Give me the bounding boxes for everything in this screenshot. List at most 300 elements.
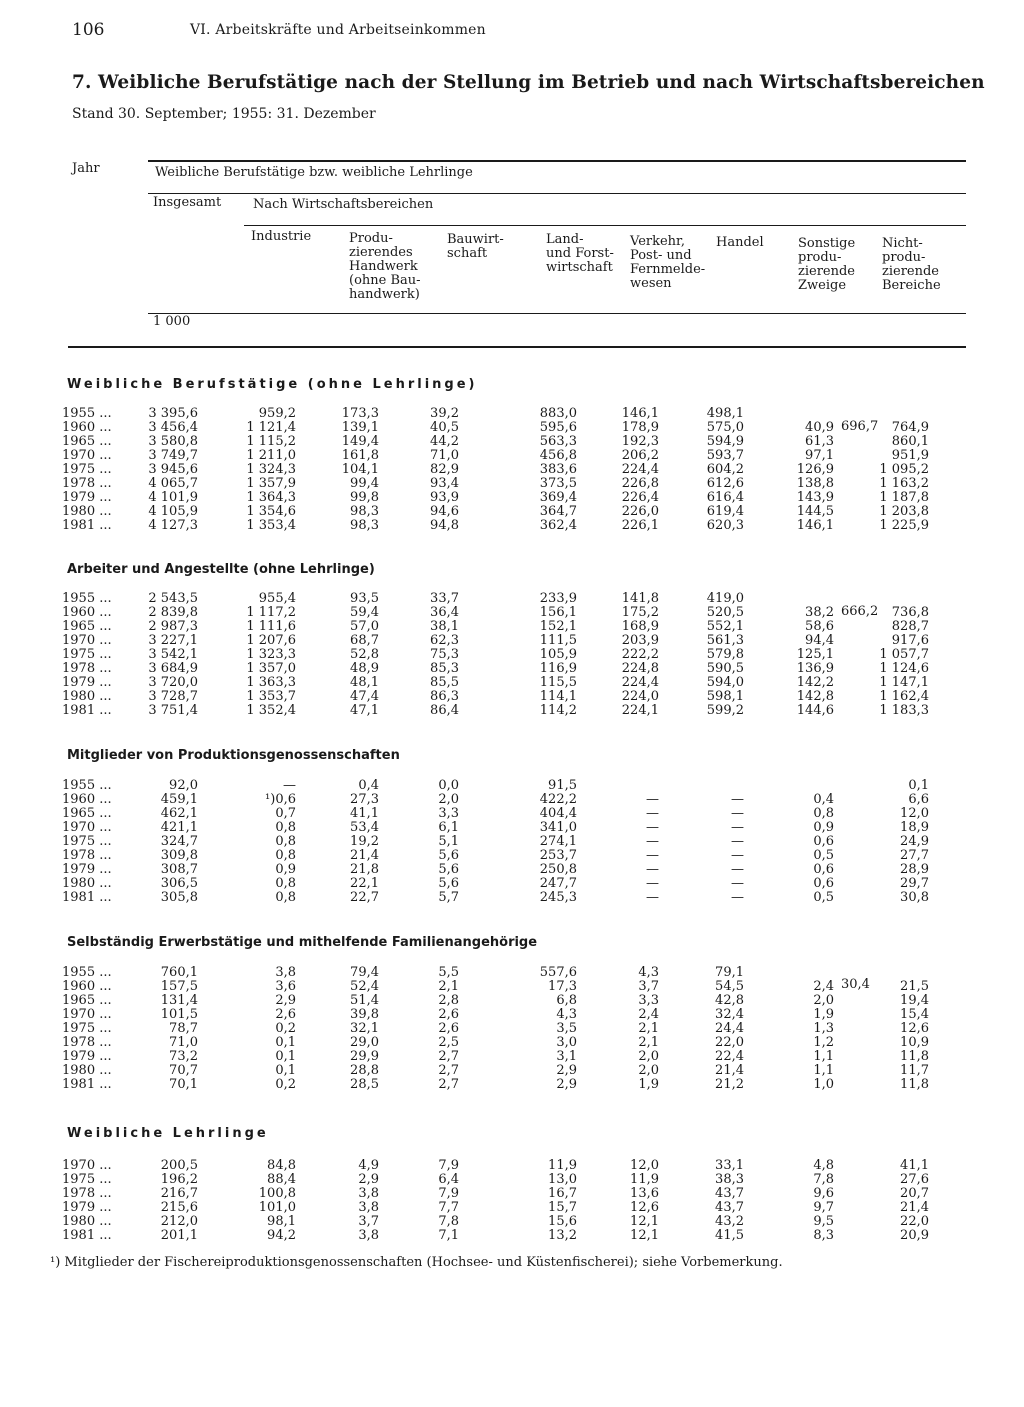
header-rule-4 (148, 313, 966, 314)
table-cell: — (731, 862, 744, 877)
table-cell: 498,1 (706, 406, 744, 421)
table-cell: 0,8 (813, 806, 834, 821)
table-cell: 1 207,6 (246, 633, 296, 648)
table-cell: — (646, 806, 659, 821)
table-cell: 142,2 (796, 675, 834, 690)
table-row (0, 634, 1024, 648)
section-title-weibliche-berufstaetige: Weibliche Berufstätige (ohne Lehrlinge) (67, 377, 478, 392)
row-year: 1981 ... (62, 1077, 112, 1092)
table-cell: 84,8 (267, 1158, 296, 1173)
table-cell: 917,6 (891, 633, 929, 648)
table-cell: 196,2 (160, 1172, 198, 1187)
table-cell: 2,5 (438, 1035, 459, 1050)
table-cell: ¹)0,6 (265, 792, 296, 807)
table-cell: 2,7 (438, 1049, 459, 1064)
table-cell: 3 728,7 (148, 689, 198, 704)
table-cell: 1 095,2 (879, 462, 929, 477)
table-cell: 226,4 (621, 490, 659, 505)
table-cell: 86,4 (430, 703, 459, 718)
table-cell: 16,7 (548, 1186, 577, 1201)
table-cell: 216,7 (160, 1186, 198, 1201)
table-cell: 2 839,8 (148, 605, 198, 620)
table-cell: 100,8 (258, 1186, 296, 1201)
table-row (0, 690, 1024, 704)
table-cell: 201,1 (160, 1228, 198, 1243)
table-cell: 43,7 (715, 1186, 744, 1201)
table-cell: 736,8 (891, 605, 929, 620)
table-cell: 561,3 (706, 633, 744, 648)
table-cell: 860,1 (891, 434, 929, 449)
table-cell: 1 203,8 (879, 504, 929, 519)
table-cell: 1 324,3 (246, 462, 296, 477)
row-year: 1981 ... (62, 890, 112, 905)
table-cell: 883,0 (539, 406, 577, 421)
table-cell: 2,9 (358, 1172, 379, 1187)
table-cell: 1,9 (813, 1007, 834, 1022)
table-cell: 590,5 (706, 661, 744, 676)
table-cell: 215,6 (160, 1200, 198, 1215)
table-cell: 3,1 (556, 1049, 577, 1064)
row-year: 1980 ... (62, 876, 112, 891)
table-cell: 73,2 (169, 1049, 198, 1064)
table-row (0, 1159, 1024, 1173)
table-cell: 146,1 (621, 406, 659, 421)
section-title-produktionsgenossenschaften: Mitglieder von Produktionsgenossenschaften (67, 748, 400, 763)
table-cell: 594,9 (706, 434, 744, 449)
header-insgesamt: Insgesamt (153, 195, 222, 210)
table-cell: — (646, 862, 659, 877)
table-cell: — (731, 848, 744, 863)
table-cell: 0,9 (275, 862, 296, 877)
table-cell: 7,8 (813, 1172, 834, 1187)
row-year: 1980 ... (62, 504, 112, 519)
table-row (0, 821, 1024, 835)
row-year: 1979 ... (62, 1200, 112, 1215)
table-cell: 21,5 (900, 979, 929, 994)
running-header: VI. Arbeitskräfte und Arbeitseinkommen (190, 22, 486, 38)
table-cell: 3,7 (638, 979, 659, 994)
table-cell: 2,0 (638, 1063, 659, 1078)
table-row (0, 849, 1024, 863)
table-cell: 7,8 (438, 1214, 459, 1229)
table-cell: 27,7 (900, 848, 929, 863)
table-cell: 59,4 (350, 605, 379, 620)
table-cell: 3,3 (638, 993, 659, 1008)
table-cell: 959,2 (258, 406, 296, 421)
row-year: 1960 ... (62, 979, 112, 994)
table-cell: 764,9 (891, 420, 929, 435)
row-year: 1975 ... (62, 647, 112, 662)
table-row (0, 994, 1024, 1008)
table-cell: 0,4 (358, 778, 379, 793)
table-cell: 1 225,9 (879, 518, 929, 533)
table-cell: 10,9 (900, 1035, 929, 1050)
table-cell: 43,2 (715, 1214, 744, 1229)
table-cell: 419,0 (706, 591, 744, 606)
table-cell: 13,6 (630, 1186, 659, 1201)
table-cell: 86,3 (430, 689, 459, 704)
table-cell: 30,8 (900, 890, 929, 905)
table-cell: 75,3 (430, 647, 459, 662)
table-cell: 12,1 (630, 1214, 659, 1229)
table-cell: — (283, 778, 296, 793)
table-cell: 1 124,6 (879, 661, 929, 676)
table-cell: 5,6 (438, 848, 459, 863)
table-cell: 29,9 (350, 1049, 379, 1064)
table-cell: 222,2 (621, 647, 659, 662)
table-cell: 9,6 (813, 1186, 834, 1201)
row-year: 1975 ... (62, 1021, 112, 1036)
table-cell: 21,4 (350, 848, 379, 863)
table-cell: 5,6 (438, 862, 459, 877)
table-cell: 1 323,3 (246, 647, 296, 662)
table-cell: 0,9 (813, 820, 834, 835)
table-cell: 226,1 (621, 518, 659, 533)
table-cell: 57,0 (350, 619, 379, 634)
table-cell: — (731, 820, 744, 835)
row-year: 1970 ... (62, 633, 112, 648)
table-cell: 85,5 (430, 675, 459, 690)
table-cell: 24,4 (715, 1021, 744, 1036)
table-row (0, 592, 1024, 606)
table-cell: 557,6 (539, 965, 577, 980)
table-cell: 0,8 (275, 820, 296, 835)
table-cell: 173,3 (341, 406, 379, 421)
table-cell: 2 987,3 (148, 619, 198, 634)
row-year: 1970 ... (62, 820, 112, 835)
table-cell: 99,4 (350, 476, 379, 491)
table-cell: 233,9 (539, 591, 577, 606)
table-cell: 192,3 (621, 434, 659, 449)
table-cell: 39,8 (350, 1007, 379, 1022)
table-cell: — (646, 834, 659, 849)
table-cell: 1 117,2 (246, 605, 296, 620)
table-cell: 2,9 (556, 1077, 577, 1092)
table-row (0, 662, 1024, 676)
row-year: 1955 ... (62, 965, 112, 980)
table-row (0, 704, 1024, 718)
row-year: 1980 ... (62, 689, 112, 704)
table-cell: 0,5 (813, 848, 834, 863)
table-cell: 92,0 (169, 778, 198, 793)
table-row (0, 1036, 1024, 1050)
table-cell: 1 057,7 (879, 647, 929, 662)
table-cell: 0,6 (813, 834, 834, 849)
table-cell: 1,3 (813, 1021, 834, 1036)
table-row (0, 1187, 1024, 1201)
table-cell: 0,2 (275, 1021, 296, 1036)
table-cell: 62,3 (430, 633, 459, 648)
table-cell: 152,1 (539, 619, 577, 634)
table-cell: 71,0 (169, 1035, 198, 1050)
row-year: 1978 ... (62, 661, 112, 676)
table-row (0, 1173, 1024, 1187)
table-cell: 18,9 (900, 820, 929, 835)
row-year: 1955 ... (62, 406, 112, 421)
table-cell: 1 111,6 (246, 619, 296, 634)
table-cell: 85,3 (430, 661, 459, 676)
table-cell: 7,7 (438, 1200, 459, 1215)
table-cell: 404,4 (539, 806, 577, 821)
table-cell: 20,9 (900, 1228, 929, 1243)
table-cell: 2,9 (275, 993, 296, 1008)
table-cell: 0,5 (813, 890, 834, 905)
table-cell: 98,1 (267, 1214, 296, 1229)
table-cell: 364,7 (539, 504, 577, 519)
table-cell: 15,7 (548, 1200, 577, 1215)
row-year: 1970 ... (62, 1007, 112, 1022)
table-cell: 1 183,3 (879, 703, 929, 718)
table-cell: 22,4 (715, 1049, 744, 1064)
table-cell: 4,9 (358, 1158, 379, 1173)
table-cell: — (731, 834, 744, 849)
row-year: 1955 ... (62, 591, 112, 606)
table-cell: 97,1 (805, 448, 834, 463)
table-cell: 2,4 (813, 979, 834, 994)
table-row (0, 519, 1024, 533)
table-row (0, 1215, 1024, 1229)
row-year: 1978 ... (62, 476, 112, 491)
table-cell: 1 187,8 (879, 490, 929, 505)
header-col-nichtproduzierend: Nicht- produ- zierende Bereiche (882, 236, 941, 293)
table-cell: 141,8 (621, 591, 659, 606)
table-cell: 38,1 (430, 619, 459, 634)
table-cell: 4,3 (638, 965, 659, 980)
header-col-land-forst: Land- und Forst- wirtschaft (546, 232, 614, 275)
table-cell: 1 353,7 (246, 689, 296, 704)
table-cell: 79,1 (715, 965, 744, 980)
table-cell: 54,5 (715, 979, 744, 994)
header-rule-2 (148, 193, 966, 194)
header-col-bauwirtschaft: Bauwirt- schaft (447, 232, 504, 261)
table-cell: 6,6 (908, 792, 929, 807)
table-cell: 47,1 (350, 703, 379, 718)
table-cell: 1,1 (813, 1049, 834, 1064)
section-title-weibliche-lehrlinge: Weibliche Lehrlinge (67, 1126, 269, 1141)
table-cell: 4,3 (556, 1007, 577, 1022)
table-cell: 28,8 (350, 1063, 379, 1078)
table-cell: 4 105,9 (148, 504, 198, 519)
table-row (0, 863, 1024, 877)
table-cell: 36,4 (430, 605, 459, 620)
table-cell: 0,1 (275, 1063, 296, 1078)
table-cell: 2,0 (438, 792, 459, 807)
row-year: 1975 ... (62, 1172, 112, 1187)
table-cell: 2,7 (438, 1063, 459, 1078)
table-cell: 1 211,0 (246, 448, 296, 463)
table-cell: 9,7 (813, 1200, 834, 1215)
table-cell: 604,2 (706, 462, 744, 477)
table-cell: 28,9 (900, 862, 929, 877)
table-cell: 6,4 (438, 1172, 459, 1187)
table-cell: 2,8 (438, 993, 459, 1008)
table-cell: 4 101,9 (148, 490, 198, 505)
table-cell: 29,7 (900, 876, 929, 891)
table-cell: 98,3 (350, 518, 379, 533)
row-year: 1979 ... (62, 675, 112, 690)
table-cell: 39,2 (430, 406, 459, 421)
table-cell: 142,8 (796, 689, 834, 704)
table-cell: 70,7 (169, 1063, 198, 1078)
header-jahr: Jahr (72, 161, 100, 176)
table-cell: 41,1 (350, 806, 379, 821)
table-cell: 68,7 (350, 633, 379, 648)
table-cell: 53,4 (350, 820, 379, 835)
table-cell: 369,4 (539, 490, 577, 505)
table-cell: 2 543,5 (148, 591, 198, 606)
header-group: Weibliche Berufstätige bzw. weibliche Lehrlinge (155, 165, 473, 180)
table-row (0, 491, 1024, 505)
table-cell: 94,6 (430, 504, 459, 519)
table-cell: 3,3 (438, 806, 459, 821)
table-cell: 422,2 (539, 792, 577, 807)
table-cell: 12,6 (630, 1200, 659, 1215)
table-cell: 599,2 (706, 703, 744, 718)
table-cell: 94,8 (430, 518, 459, 533)
table-cell: 951,9 (891, 448, 929, 463)
table-cell: 0,6 (813, 862, 834, 877)
table-cell: 309,8 (160, 848, 198, 863)
table-cell: 955,4 (258, 591, 296, 606)
table-row (0, 435, 1024, 449)
table-cell: 203,9 (621, 633, 659, 648)
table-cell: 0,8 (275, 890, 296, 905)
table-cell: 224,4 (621, 462, 659, 477)
table-cell: 0,7 (275, 806, 296, 821)
table-cell: 178,9 (621, 420, 659, 435)
table-row (0, 648, 1024, 662)
table-cell: 2,1 (638, 1021, 659, 1036)
table-cell: 71,0 (430, 448, 459, 463)
table-cell: 11,9 (630, 1172, 659, 1187)
table-cell: 105,9 (539, 647, 577, 662)
table-cell: 27,6 (900, 1172, 929, 1187)
table-cell: 0,8 (275, 876, 296, 891)
table-cell: 22,1 (350, 876, 379, 891)
table-cell: 1 353,4 (246, 518, 296, 533)
table-cell: 40,9 (805, 420, 834, 435)
table-row (0, 620, 1024, 634)
section-title-selbstaendige: Selbständig Erwerbstätige und mithelfende Familienangehörige (67, 935, 538, 950)
table-cell: 421,1 (160, 820, 198, 835)
table-cell: 1 115,2 (246, 434, 296, 449)
table-cell: 1 121,4 (246, 420, 296, 435)
table-cell: 3,8 (358, 1186, 379, 1201)
table-row (0, 807, 1024, 821)
table-cell: 19,4 (900, 993, 929, 1008)
table-cell: 104,1 (341, 462, 379, 477)
table-cell: 4 065,7 (148, 476, 198, 491)
table-cell: 3 542,1 (148, 647, 198, 662)
header-bottom-rule (68, 346, 966, 348)
table-cell: 3,8 (358, 1228, 379, 1243)
table-subtitle: Stand 30. September; 1955: 31. Dezember (72, 106, 376, 122)
table-cell: 4 127,3 (148, 518, 198, 533)
header-col-handwerk: Produ- zierendes Handwerk (ohne Bau- handwerk) (349, 231, 421, 302)
table-row (0, 793, 1024, 807)
table-cell: 305,8 (160, 890, 198, 905)
table-cell: — (646, 820, 659, 835)
table-cell: 1 163,2 (879, 476, 929, 491)
table-cell: 41,5 (715, 1228, 744, 1243)
table-cell: 114,2 (539, 703, 577, 718)
table-row (0, 835, 1024, 849)
table-cell: 3 395,6 (148, 406, 198, 421)
table-cell: 161,8 (341, 448, 379, 463)
table-cell: 82,9 (430, 462, 459, 477)
table-cell: 21,8 (350, 862, 379, 877)
table-row (0, 1078, 1024, 1092)
table-cell: 13,0 (548, 1172, 577, 1187)
table-row (0, 1229, 1024, 1243)
table-cell: 224,8 (621, 661, 659, 676)
table-cell: 341,0 (539, 820, 577, 835)
table-cell: 828,7 (891, 619, 929, 634)
table-cell: 11,7 (900, 1063, 929, 1078)
table-cell: 362,4 (539, 518, 577, 533)
table-cell: 1,9 (638, 1077, 659, 1092)
table-cell: 27,3 (350, 792, 379, 807)
table-cell: 598,1 (706, 689, 744, 704)
table-row (0, 966, 1024, 980)
table-cell: 6,1 (438, 820, 459, 835)
table-cell: 0,1 (275, 1049, 296, 1064)
table-cell: 612,6 (706, 476, 744, 491)
merged-value-arbeiter-1955: 666,2 (841, 604, 879, 619)
table-cell: 144,6 (796, 703, 834, 718)
header-col-handel: Handel (716, 235, 764, 250)
table-cell: — (731, 792, 744, 807)
table-cell: 11,8 (900, 1077, 929, 1092)
table-row (0, 477, 1024, 491)
table-row (0, 606, 1024, 620)
table-cell: 1 364,3 (246, 490, 296, 505)
table-cell: 3,7 (358, 1214, 379, 1229)
table-cell: 2,0 (638, 1049, 659, 1064)
table-cell: — (646, 876, 659, 891)
section-title-arbeiter-angestellte: Arbeiter und Angestellte (ohne Lehrlinge) (67, 562, 375, 577)
table-cell: 52,4 (350, 979, 379, 994)
table-cell: 22,0 (715, 1035, 744, 1050)
row-year: 1965 ... (62, 806, 112, 821)
table-cell: 3 227,1 (148, 633, 198, 648)
table-cell: 20,7 (900, 1186, 929, 1201)
table-cell: 3 684,9 (148, 661, 198, 676)
row-year: 1981 ... (62, 1228, 112, 1243)
table-cell: 459,1 (160, 792, 198, 807)
table-cell: 619,4 (706, 504, 744, 519)
table-cell: — (731, 806, 744, 821)
table-cell: 1,2 (813, 1035, 834, 1050)
table-cell: 15,6 (548, 1214, 577, 1229)
table-cell: 5,5 (438, 965, 459, 980)
table-cell: 760,1 (160, 965, 198, 980)
row-year: 1965 ... (62, 993, 112, 1008)
table-cell: 33,7 (430, 591, 459, 606)
table-cell: 12,1 (630, 1228, 659, 1243)
table-cell: 595,6 (539, 420, 577, 435)
table-row (0, 449, 1024, 463)
table-cell: 52,8 (350, 647, 379, 662)
table-cell: 3,8 (358, 1200, 379, 1215)
page-number: 106 (72, 20, 105, 40)
table-cell: 125,1 (796, 647, 834, 662)
table-cell: 93,4 (430, 476, 459, 491)
table-cell: 274,1 (539, 834, 577, 849)
row-year: 1980 ... (62, 1063, 112, 1078)
table-cell: 131,4 (160, 993, 198, 1008)
table-cell: 15,4 (900, 1007, 929, 1022)
